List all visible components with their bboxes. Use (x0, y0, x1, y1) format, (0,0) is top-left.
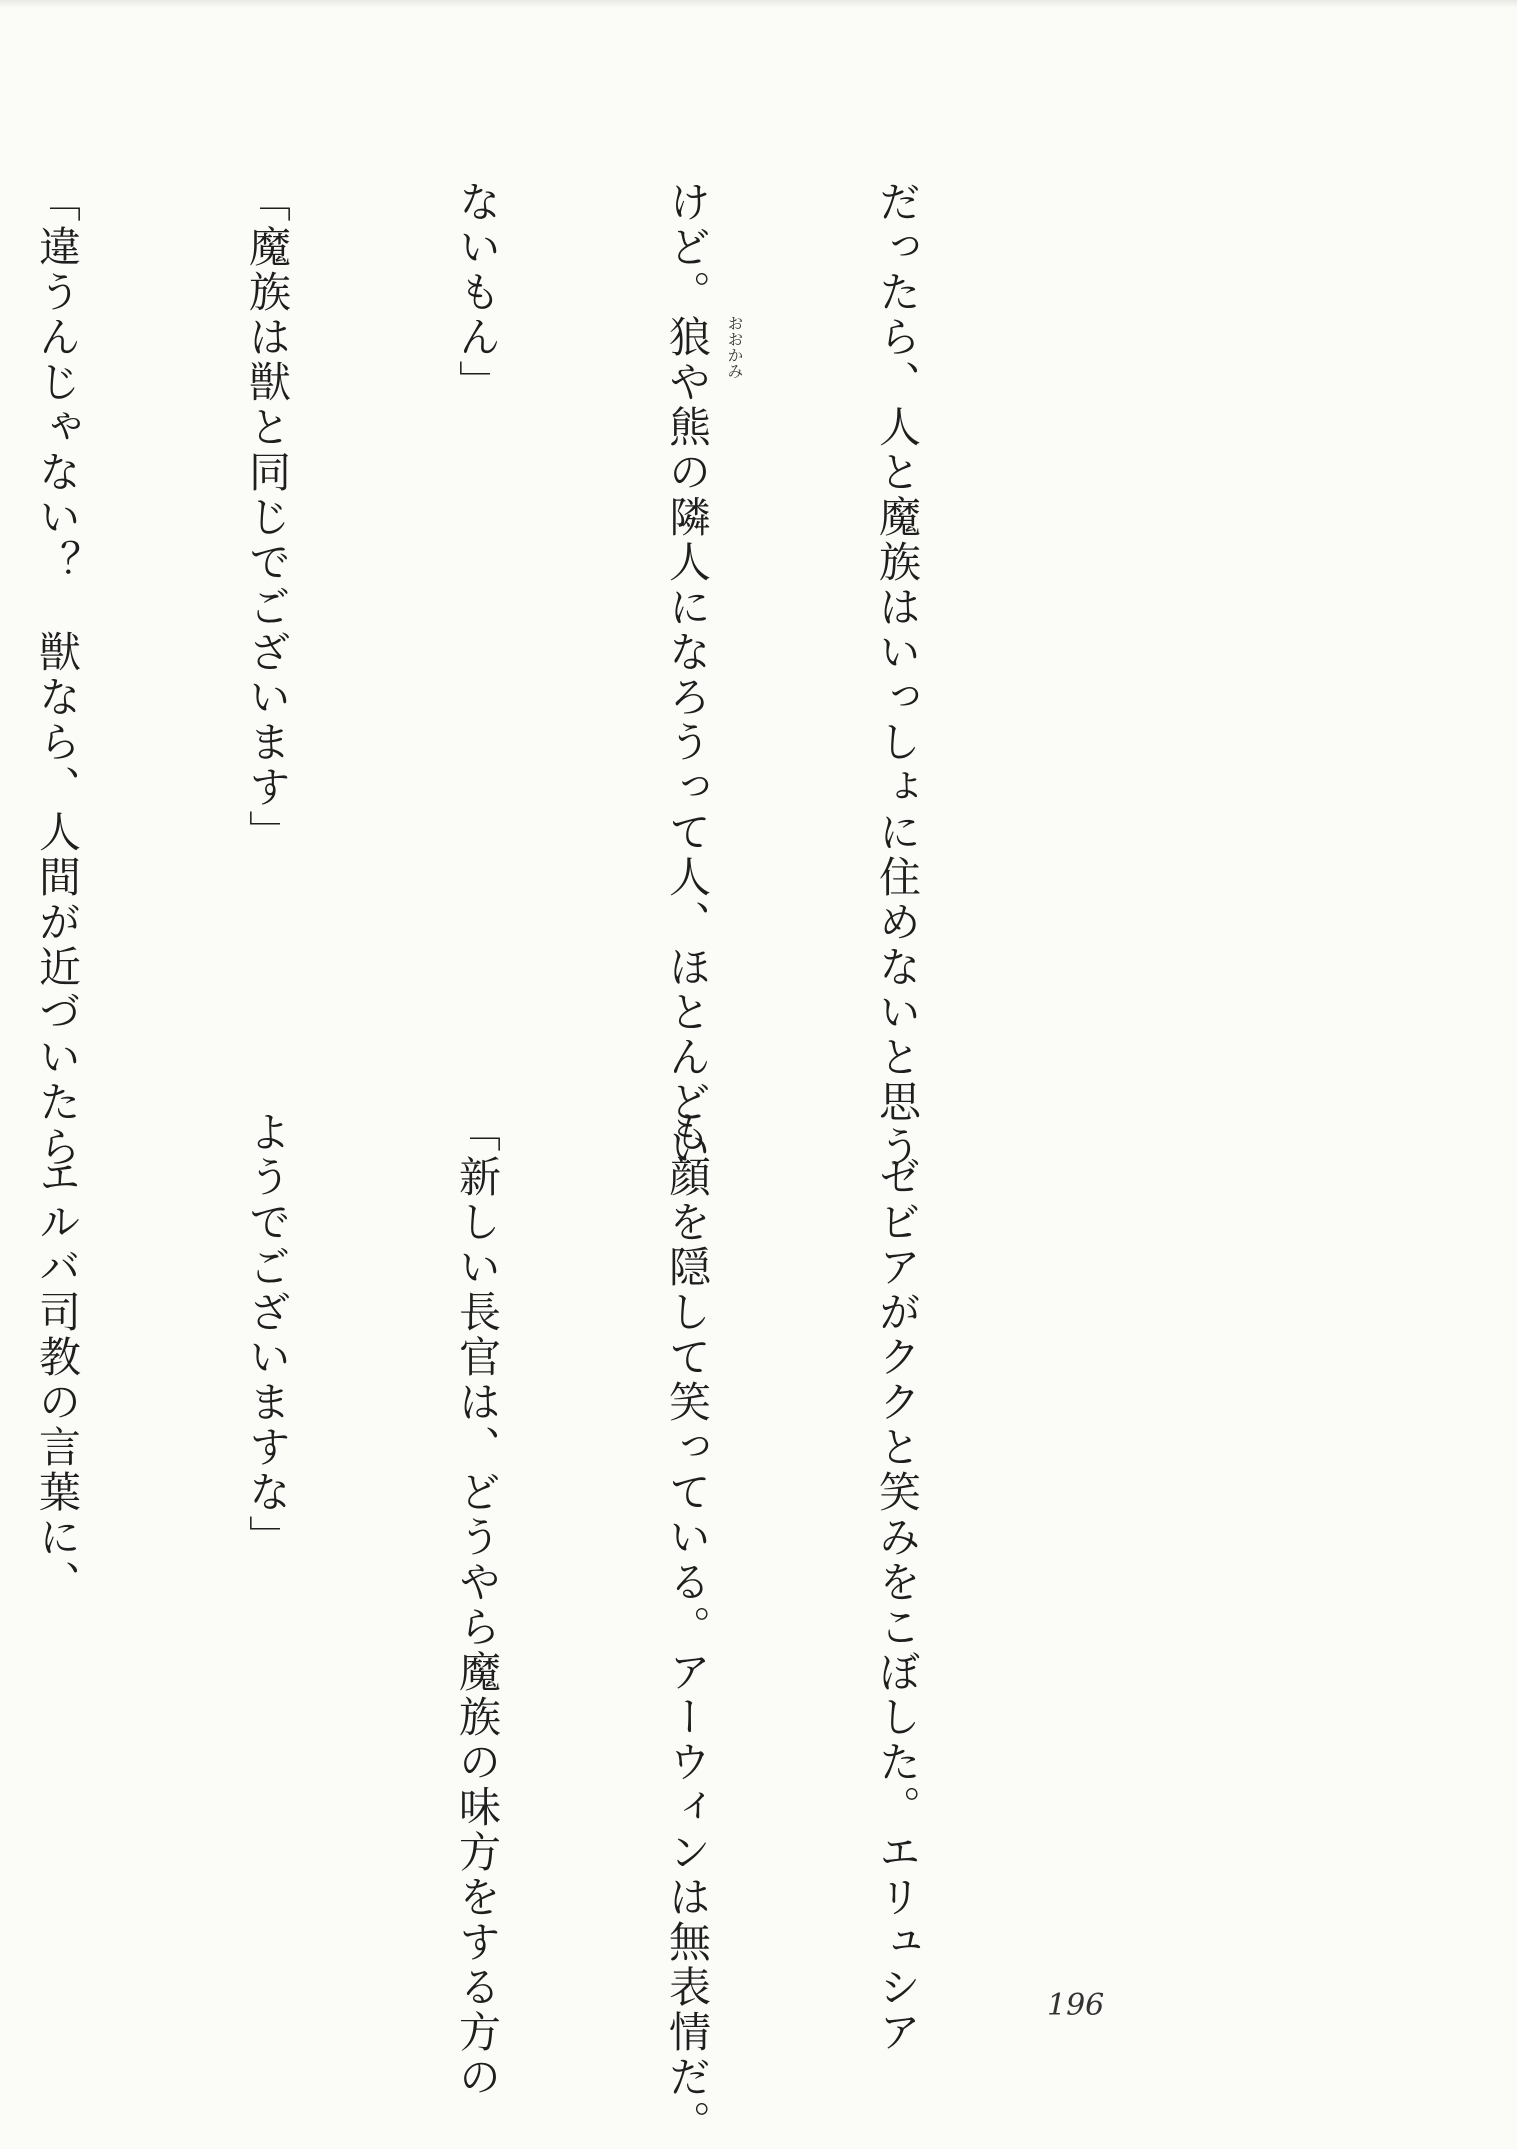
text-line: 「新しい長官は、どうやら魔族の味方をする方の (453, 1110, 502, 2100)
ruby-word-ookami: 狼 おおかみ (663, 315, 744, 379)
text-line: ゼビアがククと笑みをこぼした。エリュシア (873, 1110, 922, 2055)
page-number: 196 (1047, 1988, 1105, 2023)
text-line: ないもん」 (453, 180, 502, 405)
ruby-ookami: おおかみ (725, 315, 744, 379)
text-line: 「違うんじゃない？ 獣なら、人間が近づいたら (33, 180, 82, 1170)
text-line: も顔を隠して笑っている。アーウィンは無表情だ。 (663, 1110, 712, 2145)
text-line: けど。狼 おおかみ や熊の隣人になろうって人、ほとんどい (652, 180, 722, 1040)
scan-edge (0, 0, 1517, 8)
text-line: エルバ司教の言葉に、 (33, 1110, 82, 1605)
text-line: ようでございますな」 (243, 1110, 292, 1560)
text-block-top (0, 180, 1072, 1170)
text-line: だったら、人と魔族はいっしょに住めないと思う (873, 180, 922, 1170)
text-line: 「魔族は獣と同じでございます」 (243, 180, 292, 855)
text-block-bottom (0, 1110, 1072, 2145)
